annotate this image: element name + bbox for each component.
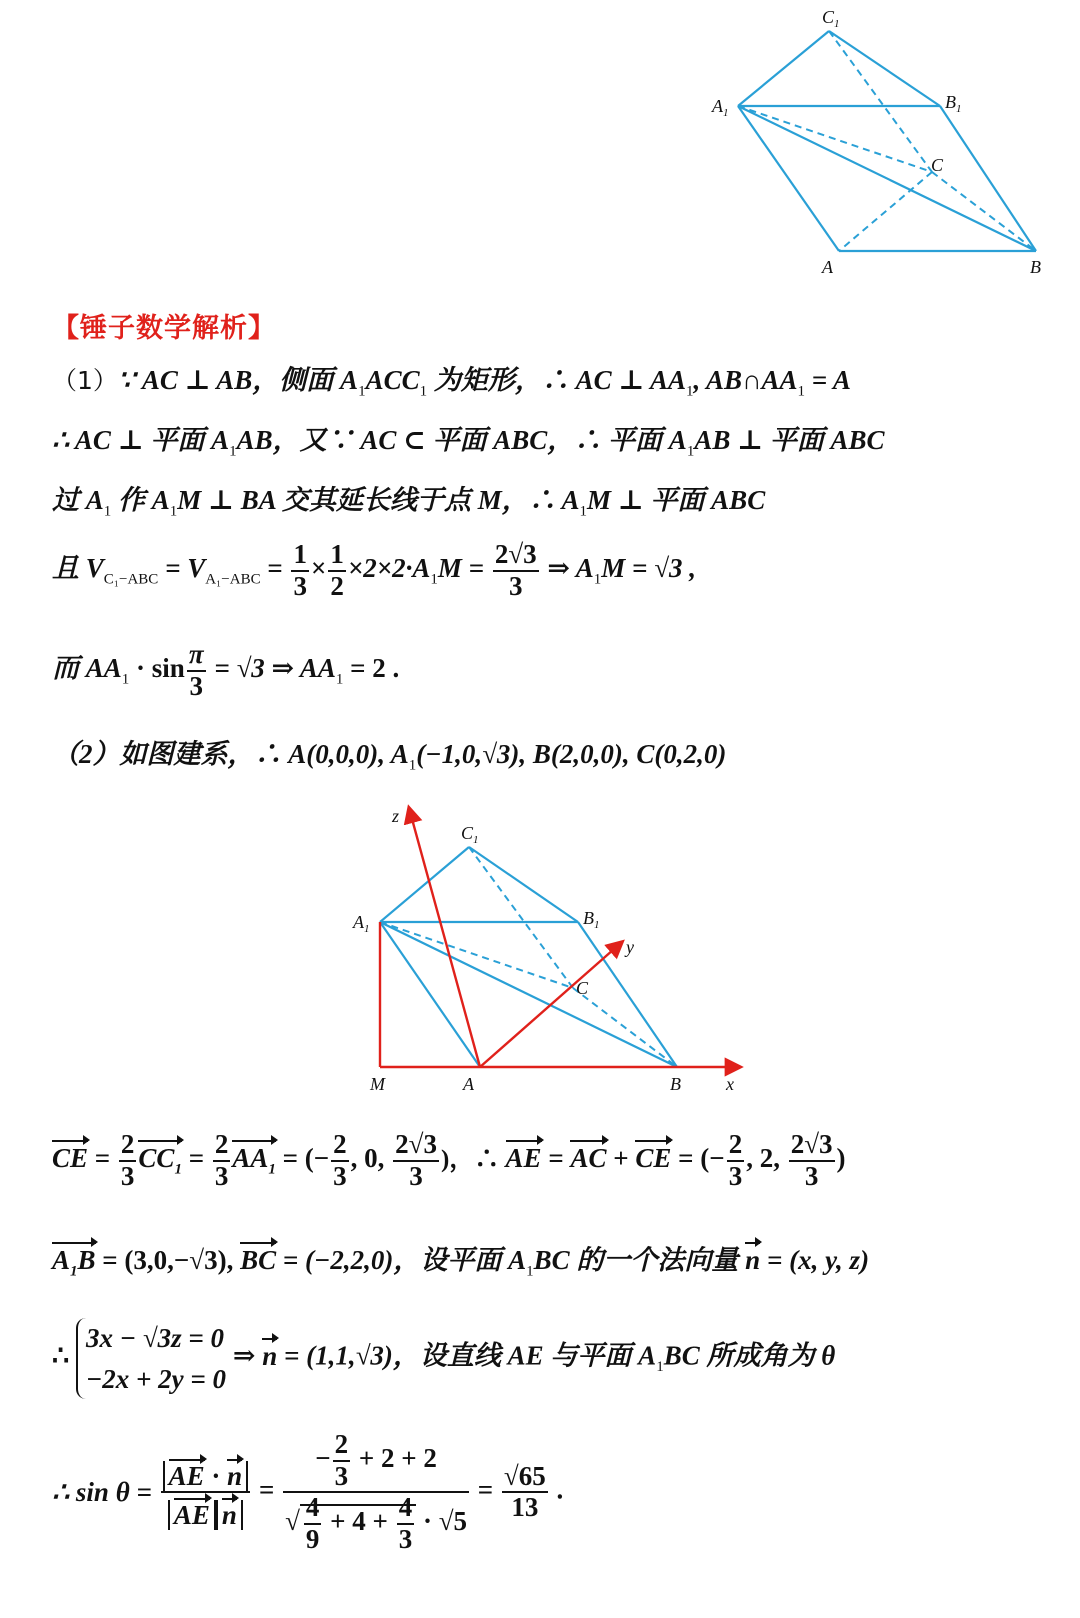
frac-num: 2√3 [790,1129,833,1159]
equation-system [76,1318,226,1399]
vector-ce: CE [635,1142,672,1173]
line1-face: A [340,365,359,395]
vector-a1b-a: A [52,1245,71,1275]
system-row-1: 3x − √3z = 0 [85,1323,225,1353]
line4-e: M = [437,552,491,583]
label-c: C [931,155,944,175]
frac-num: 2 [333,1129,347,1159]
prism-figure-top [700,0,1070,285]
line5-c: = √3 ⇒ AA [207,652,336,683]
line5-sub1: 1 [121,671,130,688]
frac-2sqrt3-over-3 [493,540,539,601]
frac-num: 4 [398,1492,413,1523]
dot-sign: · [204,1460,228,1491]
frac-num: π [188,639,204,669]
solution-heading: 【锤子数学解析】 [52,313,276,344]
frac-2sqrt3-3 [393,1130,439,1191]
eq3-c: = (1,1,√3)，设直线 AE 与平面 A [277,1340,657,1371]
vector-bc: BC [240,1245,277,1275]
frac-den: 3 [120,1160,135,1191]
line1-text-c: , AB∩AA [693,365,798,395]
vector-equation-1 [52,1130,846,1191]
eq-close: )，∴ [440,1145,506,1173]
edge-a1-c [738,106,932,172]
line5-a: 而 AA [52,652,122,683]
edge-c-a [839,172,932,251]
line4-g: ⇒ A [540,552,594,583]
frac-den: 3 [293,570,307,601]
eq-sign: = [541,1142,571,1173]
line4-sub4: 1 [593,571,602,588]
line2-text-b: AB，又∵ AC ⊂ 平面 ABC，∴ 平面 A [236,425,687,455]
label2-c1: $C_1$ [461,823,479,846]
frac-den: 3 [508,570,523,601]
line4-c: = [260,552,290,583]
frac-one-third [291,540,309,601]
system-equation [52,1318,835,1399]
solution-line-6 [52,732,726,774]
label2-y: y [626,937,634,957]
line5-sub2: 1 [335,671,344,688]
frac-den: 3 [398,1524,413,1555]
frac-num: √65 [503,1460,546,1491]
frac-den: 3 [333,1160,347,1191]
vector-equation-2 [52,1238,869,1280]
vector-a1b-sub: 1 [70,1263,78,1280]
system-row-2: −2x + 2y = 0 [85,1363,227,1394]
vector-ae: AE [168,1460,205,1491]
solution-line-3 [52,478,765,520]
sqrt-expression [300,1492,416,1555]
line3-sub-c: 1 [579,503,587,520]
label2-b1: $B_1$ [583,908,600,931]
frac-den: 2 [330,570,344,601]
edge-a1-b [738,106,1036,251]
eq-mid: , 0, [350,1142,392,1173]
frac-2-3 [119,1130,137,1191]
eq-open: = (− [275,1142,330,1173]
line3-sub-b: 1 [169,503,178,520]
eq-sign: = [88,1142,117,1173]
eq3-d: BC 所成角为 θ [663,1340,836,1371]
therefore-sign: ∴ [52,1340,70,1371]
edge-b1-b [940,106,1036,251]
line3-text-d: M ⊥ 平面 ABC [587,485,766,515]
label-c1: $C_1$ [822,7,840,30]
part-label-1: （1） [52,366,118,395]
edge-c1-a1 [738,31,829,106]
frac-den: 9 [305,1524,320,1555]
solution-line-2 [52,418,885,460]
eq2-a: = (3,0,−√3), [95,1245,241,1275]
frac-den: 3 [189,670,203,701]
edge2-c1-a1 [380,847,469,922]
y-axis [480,942,622,1067]
frac-num: 2 [120,1129,135,1159]
frac-num: 2√3 [494,539,537,569]
den-rest: · √5 [416,1506,468,1537]
line5-b: · sin [129,652,185,683]
line6-sub1: 1 [408,757,417,774]
eq2-sub: 1 [526,1263,534,1280]
sine-equation [52,1430,563,1555]
abs-dot [163,1461,249,1491]
frac-num: 2√3 [395,1129,437,1159]
line2-sub-a: 1 [229,443,237,460]
frac-2-3 [213,1130,231,1191]
line3-text-c: M ⊥ BA 交其延长线于点 M，∴ A [177,485,580,515]
edge2-c1-c [469,847,573,988]
vector-aa1-sub: 1 [268,1161,276,1178]
frac-den: 3 [804,1160,819,1191]
vector-cc1 [138,1143,182,1178]
label2-a1: $A_1$ [353,912,370,935]
solution-line-1 [52,358,851,400]
line1-sub-b: 1 [686,383,694,400]
solution-line-5 [52,640,399,701]
vector-aa1 [232,1143,276,1178]
frac-num: 2 [334,1429,349,1459]
label2-z: z [392,806,400,826]
eq-sign: = [252,1474,282,1505]
vector-a1b-b: B [77,1245,96,1275]
line4-sub2: A₁−ABC [205,571,261,588]
eq-sign: = [181,1142,211,1173]
eq-mid: , 2, [746,1142,787,1173]
line2-sub-b: 1 [686,443,695,460]
line2-text-a: ∴ AC ⊥ 平面 A [52,425,230,455]
line1-text-b: 为矩形，∴ AC ⊥ AA [427,365,687,395]
frac-4-9 [304,1493,322,1554]
frac-num: 4 [305,1492,320,1523]
line1-text-d: = A [805,365,851,395]
frac-num: 2 [214,1129,229,1159]
label2-x: x [726,1074,734,1094]
frac-den: 3 [728,1160,743,1191]
vector-cc1-sub: 1 [174,1161,182,1178]
frac-2sqrt3-3 [789,1130,835,1191]
line4-b: = V [158,552,206,583]
abs-ae [168,1500,216,1530]
frac-pi-over-3 [187,640,206,701]
frac-2-3 [333,1430,351,1491]
line4-sub3: 1 [430,571,438,588]
vector-ae: AE [173,1500,210,1531]
eq-open: = (− [671,1142,725,1173]
frac-4-3 [397,1493,415,1554]
label-a1: $A_1$ [712,96,729,119]
frac-computation: − $\frac{2}{3}$ + 2 + 2 √ $\frac{4}{9}$ + 4 + $\frac{4}{3}$ · √5 [285,1429,468,1555]
line1-text-a: ∵ AC ⊥ AB，侧面 [117,365,341,395]
sin-theta-label: ∴ sin θ = [52,1476,159,1507]
eq-sign: = [471,1474,500,1505]
vector-ac: AC [570,1142,607,1173]
times-sign: × [310,552,327,583]
line6-a: （2）如图建系，∴ A(0,0,0), A [52,739,409,769]
label-b: B [1030,257,1041,277]
line4-sub1: C₁−ABC [103,571,159,588]
frac-2-3 [331,1130,349,1191]
vector-n: n [227,1460,243,1491]
line3-text-b: 作 A [111,485,170,515]
line6-b: (−1,0,√3), B(2,0,0), C(0,2,0) [416,739,727,769]
vector-n: n [745,1245,761,1275]
line1-sub-c: 1 [797,383,805,400]
line5-d: = 2 . [343,652,400,683]
frac-num: 1 [330,539,344,569]
frac-num: 1 [293,539,307,569]
label2-c: C [576,978,589,998]
label-b1: $B_1$ [945,92,962,115]
edge-a1-a [738,106,839,251]
abs-n [216,1500,243,1530]
eq2-c: BC 的一个法向量 [533,1245,746,1275]
line2-text-c: AB ⊥ 平面 ABC [694,425,885,455]
frac-den: 13 [511,1492,539,1523]
eq2-b: = (−2,2,0)，设平面 A [276,1245,527,1275]
line4-d: ×2×2·A [347,552,431,583]
den-mid: + 4 + [323,1506,395,1537]
solution-line-4 [52,540,696,601]
line4-h: M = √3 , [601,552,696,583]
vector-ce: CE [52,1142,89,1173]
coordinate-figure [350,800,760,1100]
edge2-a1-c [380,922,573,988]
vector-a1b [52,1245,96,1280]
edge-c1-c [829,31,932,172]
eq2-d: = (x, y, z) [760,1245,870,1275]
line3-text-a: 过 A [52,485,104,515]
frac-one-half [328,540,346,601]
vector-ae: AE [505,1142,542,1173]
implies-sign: ⇒ [226,1340,263,1371]
vector-aa1-text: AA [232,1142,269,1173]
frac-2-3 [727,1130,745,1191]
label-a: A [822,257,833,277]
label2-b: B [670,1074,681,1094]
edge-c1-b1 [829,31,940,106]
period: . [549,1474,564,1505]
line4-a: 且 V [52,552,104,583]
vector-n: n [221,1500,237,1531]
line1-face2-sub: 1 [419,383,428,400]
label2-m: M [370,1074,385,1094]
line1-face2: ACC [365,365,420,395]
frac-result [502,1462,548,1523]
frac-den: 3 [409,1160,423,1191]
minus-sign: − [315,1442,331,1473]
edge2-a1-a [380,922,480,1067]
label2-a: A [463,1074,474,1094]
vector-cc1-text: CC [138,1142,175,1173]
frac-dot-over-norms [161,1454,251,1531]
frac-num: 2 [728,1129,743,1159]
frac-den: 3 [214,1160,229,1191]
frac-den: 3 [334,1460,349,1491]
line1-face-sub: 1 [358,383,366,400]
eq-close: ) [836,1142,846,1173]
num-rest: + 2 + 2 [352,1442,437,1473]
vector-n: n [262,1340,278,1371]
plus-sign: + [606,1142,636,1173]
line3-sub-a: 1 [103,503,112,520]
edge2-c-b [573,988,677,1067]
edge-c-b [932,172,1036,251]
eq3-sub: 1 [656,1359,664,1376]
edge2-c1-b1 [469,847,578,922]
